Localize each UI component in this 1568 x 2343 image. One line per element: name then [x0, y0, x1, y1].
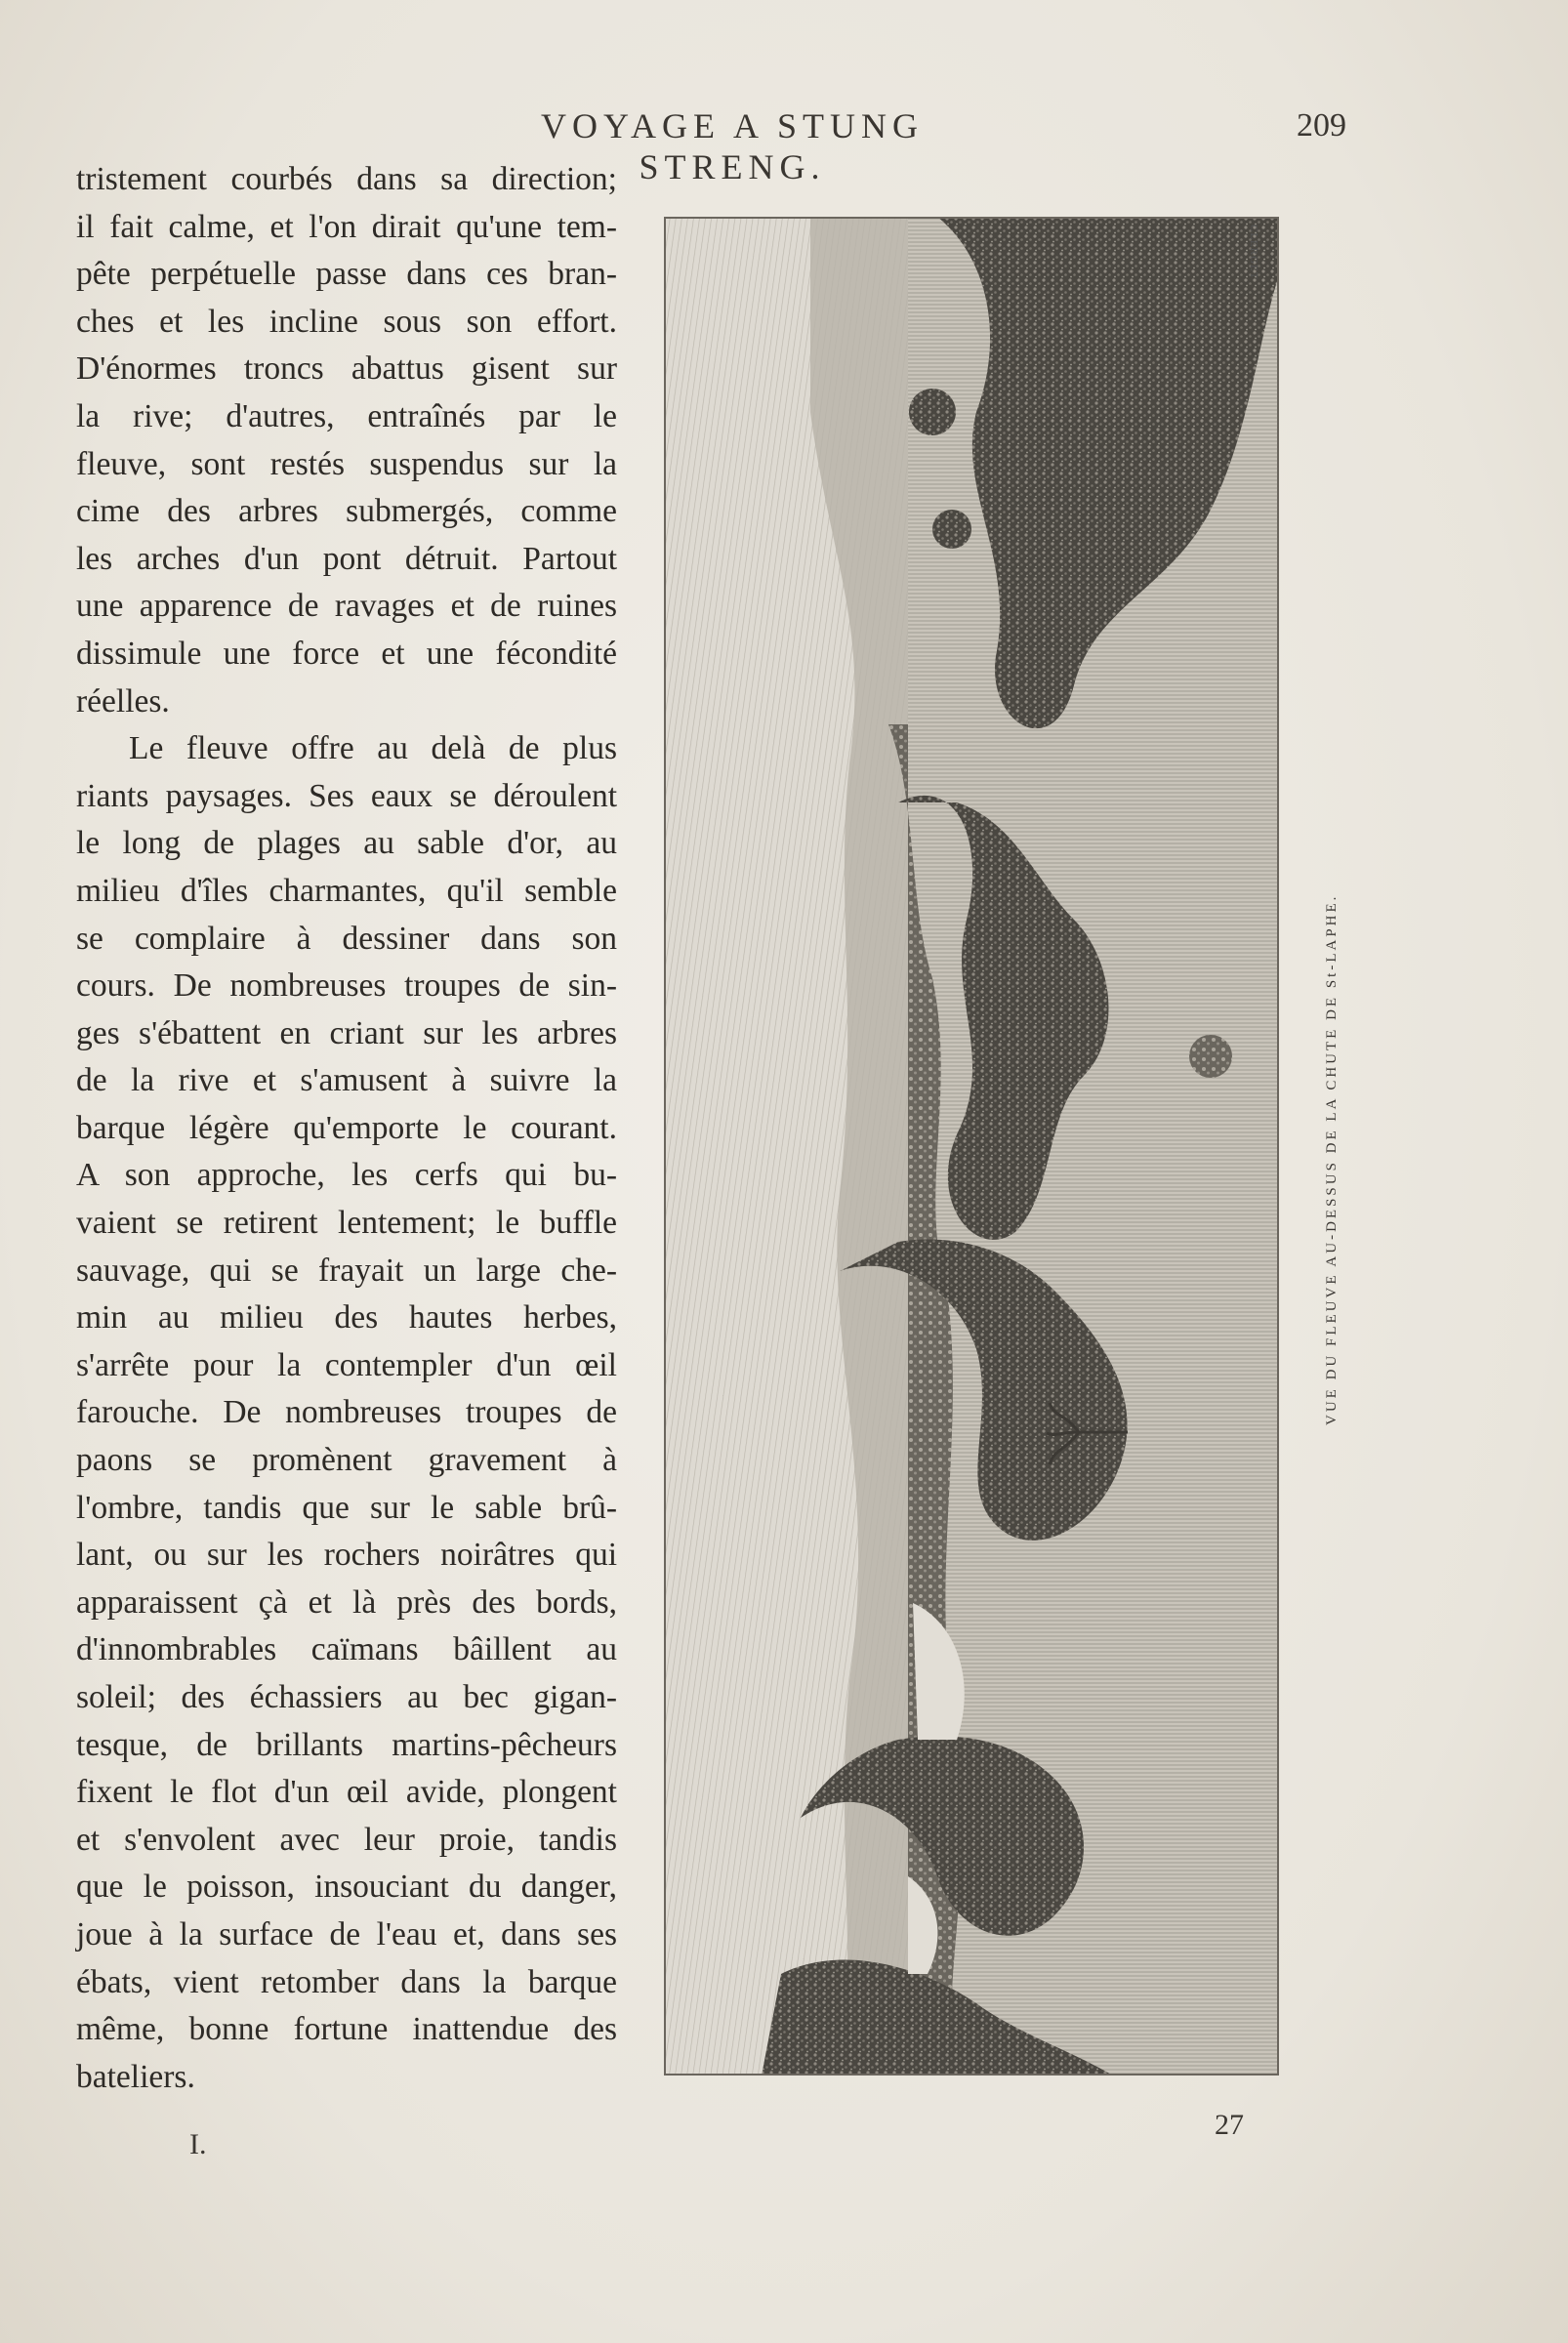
text-line: il fait calme, et l'on dirait qu'une tem-: [76, 208, 617, 245]
text-line: dissimule une force et une fécondité: [76, 635, 617, 672]
text-line: sauvage, qui se frayait un large che-: [76, 1252, 617, 1289]
gathering-number: 27: [1215, 2109, 1244, 2141]
text-line: s'arrête pour la contempler d'un œil: [76, 1346, 617, 1383]
text-line: l'ombre, tandis que sur le sable brû-: [76, 1489, 617, 1526]
landscape-engraving: [664, 217, 1279, 2076]
text-line: bateliers.: [76, 2058, 195, 2095]
text-line: la rive; d'autres, entraînés par le: [76, 397, 617, 434]
text-line: min au milieu des hautes herbes,: [76, 1299, 617, 1336]
illustration-caption: VUE DU FLEUVE AU-DESSUS DE LA CHUTE DE St-LAPHE.: [1324, 893, 1340, 1425]
text-line: soleil; des échassiers au bec gigan-: [76, 1679, 617, 1715]
text-line: et s'envolent avec leur proie, tandis: [76, 1821, 617, 1858]
text-line: cours. De nombreuses troupes de sin-: [76, 967, 617, 1005]
engraver-mark: CLERGET: [1248, 225, 1259, 280]
text-line: le long de plages au sable d'or, au: [76, 825, 617, 862]
text-line: milieu d'îles charmantes, qu'il semble: [76, 872, 617, 909]
text-line: farouche. De nombreuses troupes de: [76, 1394, 617, 1431]
text-line: réelles.: [76, 682, 170, 719]
text-line: que le poisson, insouciant du danger,: [76, 1869, 617, 1906]
text-line: de la rive et s'amusent à suivre la: [76, 1062, 617, 1099]
text-line: d'innombrables caïmans bâillent au: [76, 1631, 617, 1668]
text-line: D'énormes troncs abattus gisent sur: [76, 350, 617, 388]
signature-mark: I.: [189, 2128, 207, 2160]
text-line: cime des arbres submergés, comme: [76, 493, 617, 530]
text-line: tristement courbés dans sa direction;: [76, 161, 617, 197]
text-line: riants paysages. Ses eaux se déroulent: [76, 777, 617, 814]
text-line: pête perpétuelle passe dans ces bran-: [76, 256, 617, 293]
text-line: barque légère qu'emporte le courant.: [76, 1109, 617, 1146]
text-line: vaient se retirent lentement; le buffle: [76, 1205, 617, 1242]
text-line: ébats, vient retomber dans la barque: [76, 1963, 617, 2000]
page-number: 209: [1297, 107, 1346, 144]
text-line: tesque, de brillants martins-pêcheurs: [76, 1726, 617, 1763]
paragraph-start-line: Le fleuve offre au delà de plus: [129, 730, 617, 767]
text-line: les arches d'un pont détruit. Partout: [76, 540, 617, 577]
text-line: même, bonne fortune inattendue des: [76, 2011, 617, 2048]
text-line: fixent le flot d'un œil avide, plongent: [76, 1774, 617, 1811]
text-line: se complaire à dessiner dans son: [76, 920, 617, 957]
text-line: ges s'ébattent en criant sur les arbres: [76, 1014, 617, 1051]
body-text-column: [76, 156, 617, 2101]
text-line: A son approche, les cerfs qui bu-: [76, 1157, 617, 1194]
text-line: joue à la surface de l'eau et, dans ses: [76, 1915, 617, 1952]
text-line: apparaissent çà et là près des bords,: [76, 1583, 617, 1621]
text-line: fleuve, sont restés suspendus sur la: [76, 445, 617, 482]
text-line: une apparence de ravages et de ruines: [76, 588, 617, 625]
text-line: paons se promènent gravement à: [76, 1442, 617, 1479]
running-title: VOYAGE A STUNG STRENG.: [540, 106, 925, 186]
text-line: ches et les incline sous son effort.: [76, 303, 617, 340]
text-line: lant, ou sur les rochers noirâtres qui: [76, 1537, 617, 1574]
